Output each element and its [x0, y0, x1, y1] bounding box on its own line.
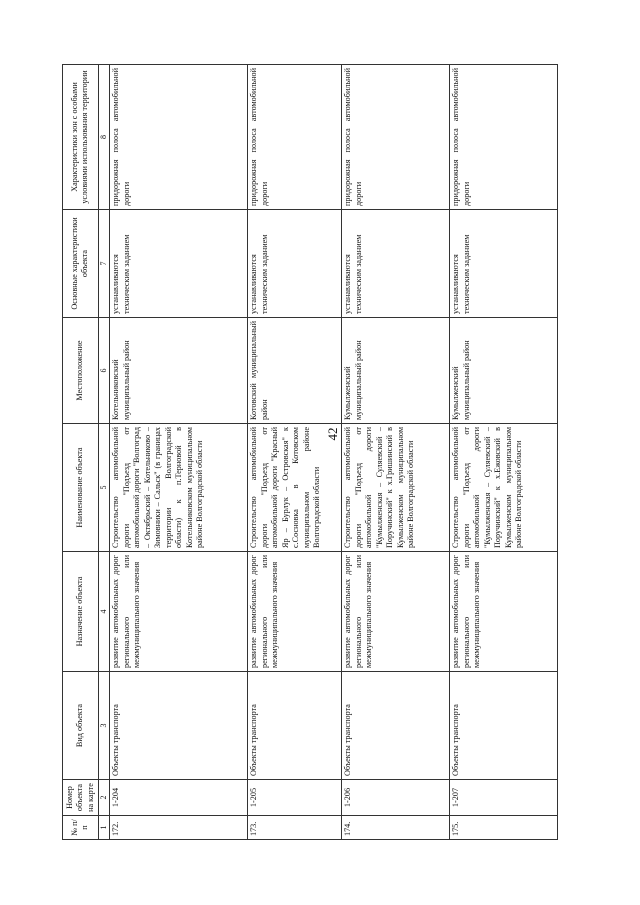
object-kind: Объекты транспорта: [247, 672, 341, 780]
map-id: 1-207: [449, 780, 557, 816]
object-name: Строительство автомобильной дороги "Подъезд от автомобильной дороги "Волгоград – Октябрьский – Котельниково – Зимовники – Сальск" (в границах территории Волгоградской области) к п.Терновой в Котельниковском муниципальном районе Волгоградской области: [109, 424, 247, 552]
rotated-table-container: [62, 65, 524, 840]
object-location: Котовский муниципальный район: [247, 318, 341, 424]
column-number: 3: [98, 672, 109, 780]
map-id: 1-205: [247, 780, 341, 816]
header-cell: Характеристики зон с особыми условиями использования территории: [63, 65, 99, 210]
column-number: 5: [98, 424, 109, 552]
object-name: Строительство автомобильной дороги "Подъезд от автомобильной дороги "Кумылженская – Суляевский – Поручинский" к х.Гришинский в Кумылженском муниципальном районе Волгоградской области: [341, 424, 449, 552]
header-cell: Основные характеристики объекта: [63, 210, 99, 318]
object-location: Кумылженский муниципальный район: [341, 318, 449, 424]
table-row: [109, 65, 247, 840]
zone-characteristics: придорожная полоса автомобильной дороги: [449, 65, 557, 210]
object-characteristics: устанавливаются техническим заданием: [247, 210, 341, 318]
object-purpose: развитие автомобильных дорог регионального или межмуниципального значения: [341, 552, 449, 672]
column-number: 2: [98, 780, 109, 816]
object-location: Кумылженский муниципальный район: [449, 318, 557, 424]
object-purpose: развитие автомобильных дорог регионального или межмуниципального значения: [247, 552, 341, 672]
column-number: 6: [98, 318, 109, 424]
zone-characteristics: придорожная полоса автомобильной дороги: [109, 65, 247, 210]
row-number: 173.: [247, 816, 341, 840]
column-number-row: [98, 65, 109, 840]
object-purpose: развитие автомобильных дорог регионального или межмуниципального значения: [109, 552, 247, 672]
column-number: 1: [98, 816, 109, 840]
object-characteristics: устанавливаются техническим заданием: [341, 210, 449, 318]
header-row: [63, 65, 99, 840]
zone-characteristics: придорожная полоса автомобильной дороги: [247, 65, 341, 210]
page-number: 42: [325, 427, 340, 441]
map-id: 1-206: [341, 780, 449, 816]
map-id: 1-204: [109, 780, 247, 816]
object-kind: Объекты транспорта: [449, 672, 557, 780]
header-cell: Вид объекта: [63, 672, 99, 780]
column-number: 7: [98, 210, 109, 318]
header-cell: Назначение объекта: [63, 552, 99, 672]
column-number: 8: [98, 65, 109, 210]
header-cell: Местоположение: [63, 318, 99, 424]
table-row: [341, 65, 449, 840]
object-purpose: развитие автомобильных дорог регионального или межмуниципального значения: [449, 552, 557, 672]
column-number: 4: [98, 552, 109, 672]
object-characteristics: устанавливаются техническим заданием: [449, 210, 557, 318]
object-characteristics: устанавливаются техническим заданием: [109, 210, 247, 318]
objects-table: [62, 64, 558, 840]
header-cell: Наименование объекта: [63, 424, 99, 552]
object-name: Строительство автомобильной дороги "Подъезд от автомобильной дороги "Кумылженская – Суляевский – Поручинский" к х.Ежовский в Кумылженском муниципальном районе Волгоградской области: [449, 424, 557, 552]
row-number: 175.: [449, 816, 557, 840]
row-number: 174.: [341, 816, 449, 840]
object-kind: Объекты транспорта: [109, 672, 247, 780]
table-row: [247, 65, 341, 840]
table-row: [449, 65, 557, 840]
header-cell: Номер объекта на карте: [63, 780, 99, 816]
object-location: Котельниковский муниципальный район: [109, 318, 247, 424]
object-kind: Объекты транспорта: [341, 672, 449, 780]
zone-characteristics: придорожная полоса автомобильной дороги: [341, 65, 449, 210]
row-number: 172.: [109, 816, 247, 840]
object-name: Строительство автомобильной дороги "Подъезд от автомобильной дороги "Красный Яр – Бурлук – Островская" к с.Сосновка в Котовском муниципальном районе Волгоградской области: [247, 424, 341, 552]
header-cell: № п/п: [63, 816, 99, 840]
